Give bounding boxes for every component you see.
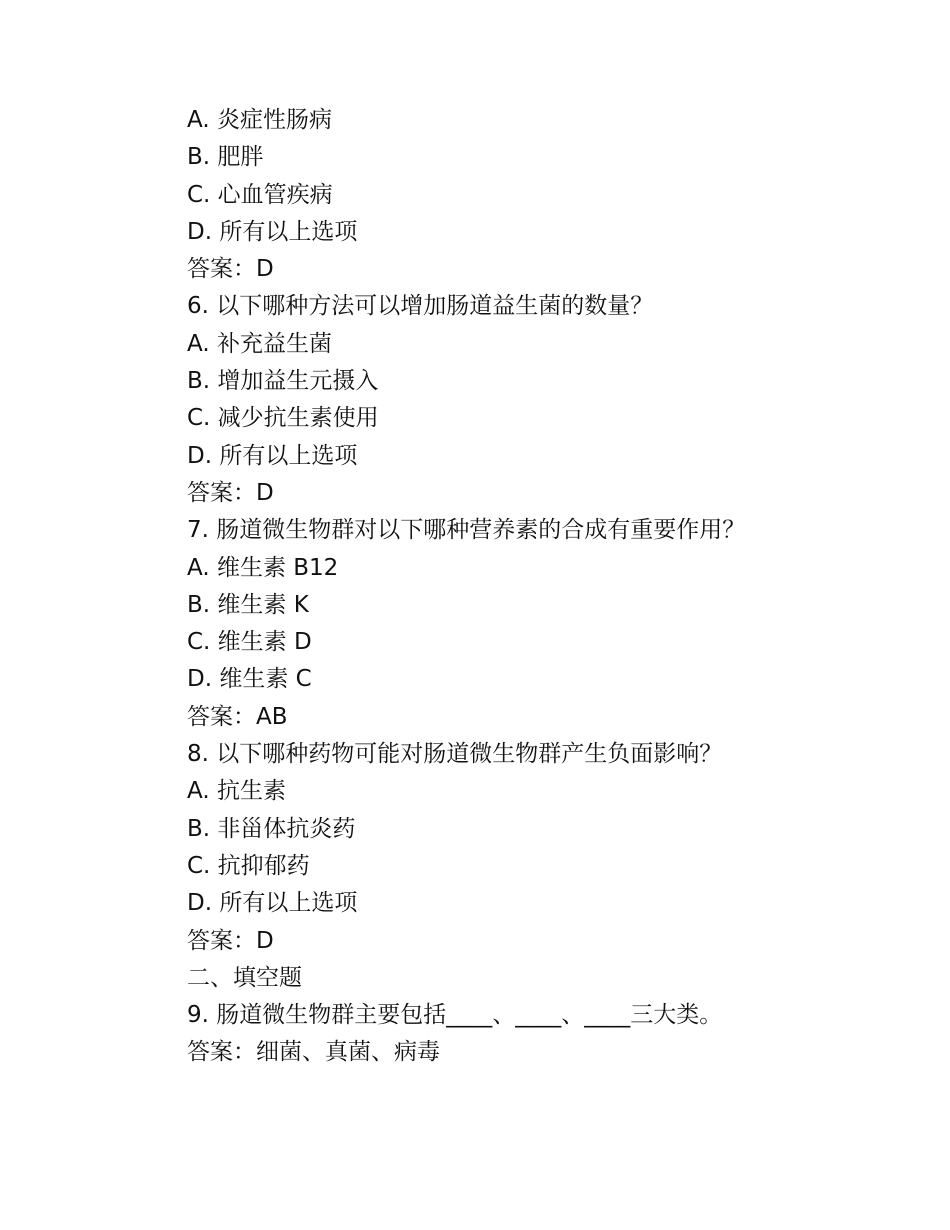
option-b: B. 增加益生元摄入 [187, 368, 379, 395]
question-9: 9. 肠道微生物群主要包括____、____、____三大类。 [187, 1002, 723, 1029]
document-page [187, 102, 887, 1072]
answer: 答案：D [187, 927, 274, 954]
option-a: A. 维生素 B12 [187, 554, 339, 581]
option-d: D. 所有以上选项 [187, 218, 358, 245]
option-b: B. 非甾体抗炎药 [187, 815, 356, 842]
question-8: 8. 以下哪种药物可能对肠道微生物群产生负面影响？ [187, 741, 723, 768]
option-a: A. 炎症性肠病 [187, 107, 332, 133]
option-d: D. 所有以上选项 [187, 890, 358, 917]
option-b: B. 肥胖 [187, 144, 264, 171]
option-c: C. 抗抑郁药 [187, 852, 310, 879]
option-d: D. 所有以上选项 [187, 442, 358, 469]
answer: 答案：D [187, 479, 274, 506]
option-c: C. 减少抗生素使用 [187, 405, 379, 432]
answer: 答案：细菌、真菌、病毒 [187, 1039, 440, 1066]
section-heading: 二、填空题 [187, 964, 302, 991]
answer: 答案：AB [187, 703, 288, 730]
option-a: A. 补充益生菌 [187, 330, 332, 357]
question-6: 6. 以下哪种方法可以增加肠道益生菌的数量？ [187, 293, 654, 320]
option-b: B. 维生素 K [187, 591, 309, 618]
option-c: C. 维生素 D [187, 629, 312, 656]
option-d: D. 维生素 C [187, 666, 312, 693]
option-a: A. 抗生素 [187, 778, 286, 805]
option-c: C. 心血管疾病 [187, 181, 333, 208]
answer: 答案：D [187, 256, 274, 283]
question-7: 7. 肠道微生物群对以下哪种营养素的合成有重要作用？ [187, 517, 746, 544]
